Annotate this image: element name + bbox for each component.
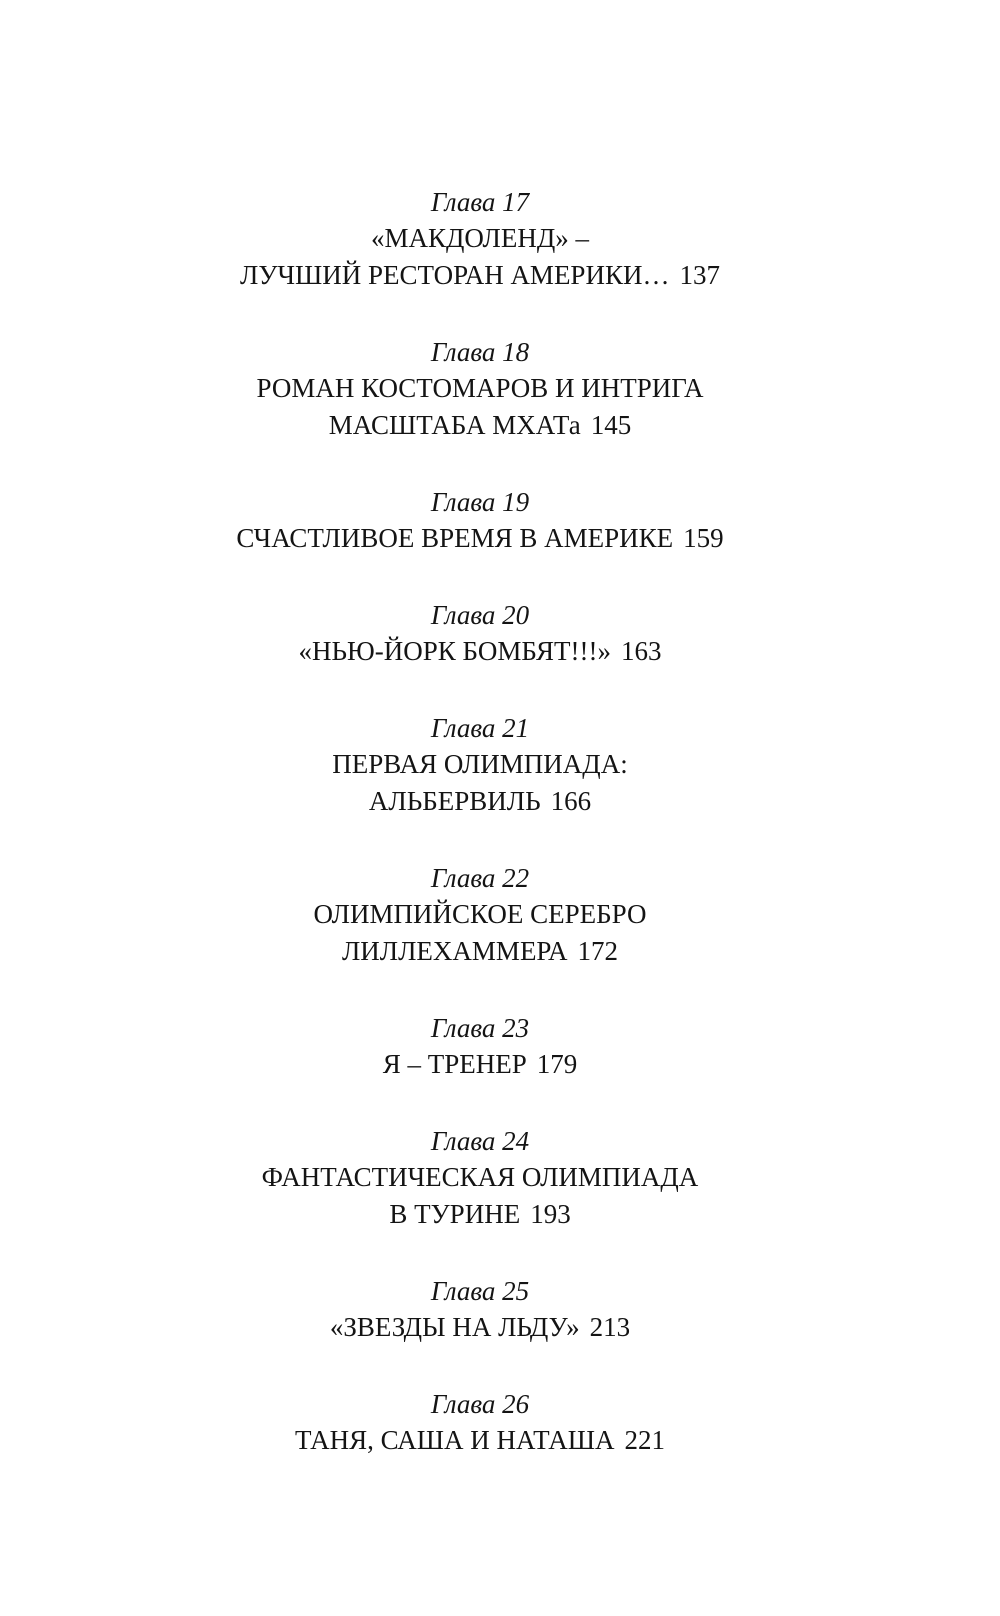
chapter-title-text: АЛЬБЕРВИЛЬ: [368, 786, 541, 816]
page-number: 145: [590, 410, 632, 440]
chapter-label: Глава 22: [430, 863, 530, 893]
chapter-title-line: [0, 1422, 960, 1459]
chapter-title-line: [0, 1159, 960, 1196]
chapter-title-text: «ЗВЕЗДЫ НА ЛЬДУ»: [329, 1312, 580, 1342]
page-number: 166: [550, 786, 592, 816]
page-number: 213: [589, 1312, 631, 1342]
chapter-label: Глава 17: [430, 187, 530, 217]
chapter-label: Глава 24: [430, 1126, 530, 1156]
chapter-title-text: СЧАСТЛИВОЕ ВРЕМЯ В АМЕРИКЕ: [236, 523, 674, 553]
toc-entry: [0, 184, 960, 294]
toc-entry: [0, 484, 960, 557]
page-number: 221: [624, 1425, 666, 1455]
toc-entry: [0, 1010, 960, 1083]
toc-entry: [0, 1273, 960, 1346]
page-number: 159: [683, 523, 724, 553]
chapter-title-text: ПЕРВАЯ ОЛИМПИАДА:: [332, 749, 628, 779]
chapter-title-line: [0, 783, 960, 820]
page-number: 137: [679, 260, 720, 290]
chapter-label: Глава 19: [430, 487, 530, 517]
chapter-title-line: [0, 407, 960, 444]
chapter-title-text: ОЛИМПИЙСКОЕ СЕРЕБРО: [313, 899, 647, 929]
chapter-label: Глава 20: [430, 600, 530, 630]
toc-entry: [0, 334, 960, 444]
chapter-title-line: [0, 933, 960, 970]
page-number: 172: [577, 936, 618, 966]
chapter-label: Глава 18: [430, 337, 530, 367]
chapter-label: Глава 26: [430, 1389, 530, 1419]
table-of-contents: [0, 184, 960, 1499]
chapter-title-text: МАСШТАБА МХАТа: [328, 410, 581, 440]
chapter-title-line: [0, 220, 960, 257]
chapter-title-line: [0, 633, 960, 670]
chapter-title-line: [0, 370, 960, 407]
page-number: 163: [620, 636, 662, 666]
chapter-title-text: В ТУРИНЕ: [389, 1199, 521, 1229]
toc-entry: [0, 860, 960, 970]
chapter-title-line: [0, 896, 960, 933]
page-number: 193: [530, 1199, 571, 1229]
chapter-label: Глава 23: [430, 1013, 530, 1043]
chapter-title-text: ЛИЛЛЕХАММЕРА: [342, 936, 568, 966]
chapter-title-line: [0, 1196, 960, 1233]
chapter-title-line: [0, 1309, 960, 1346]
page-number: 179: [536, 1049, 578, 1079]
chapter-title-line: [0, 257, 960, 294]
chapter-label: Глава 21: [430, 713, 530, 743]
toc-entry: [0, 710, 960, 820]
chapter-title-text: ТАНЯ, САША И НАТАША: [294, 1425, 615, 1455]
chapter-title-line: [0, 1046, 960, 1083]
chapter-label: Глава 25: [430, 1276, 530, 1306]
chapter-title-text: РОМАН КОСТОМАРОВ И ИНТРИГА: [256, 373, 704, 403]
chapter-title-text: «НЬЮ-ЙОРК БОМБЯТ!!!»: [298, 636, 611, 666]
toc-entry: [0, 1386, 960, 1459]
chapter-title-text: «МАКДОЛЕНД» –: [370, 223, 590, 253]
chapter-title-text: ФАНТАСТИЧЕСКАЯ ОЛИМПИАДА: [261, 1162, 699, 1192]
chapter-title-line: [0, 746, 960, 783]
chapter-title-text: ЛУЧШИЙ РЕСТОРАН АМЕРИКИ…: [240, 260, 670, 290]
chapter-title-line: [0, 520, 960, 557]
toc-entry: [0, 1123, 960, 1233]
toc-entry: [0, 597, 960, 670]
chapter-title-text: Я – ТРЕНЕР: [382, 1049, 527, 1079]
